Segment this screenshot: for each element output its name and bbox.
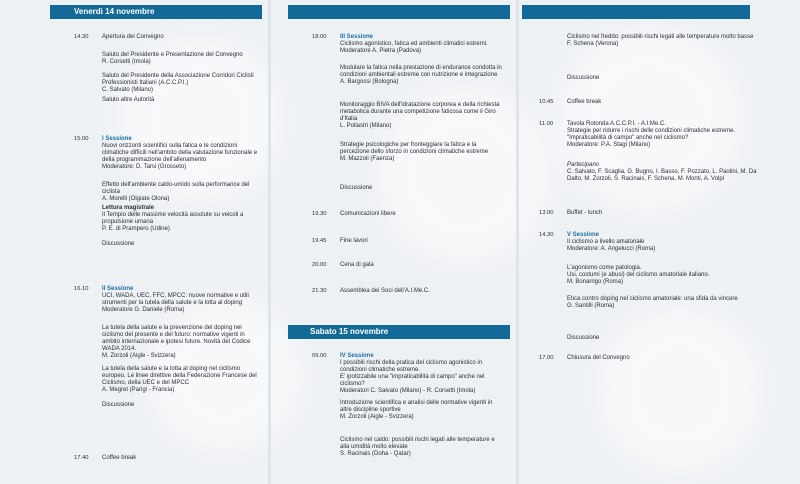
- entry-line: Tavola Rotonda A.C.C.P.I. - A.I.Me.C.: [567, 121, 666, 127]
- entry-time: 19.30: [312, 211, 327, 217]
- entry-line: Introduzione scientifica e analisi delle normative vigenti in altre discipline sportive: [340, 400, 493, 413]
- entry-content: [102, 366, 264, 394]
- entry-line: UCI, WADA, UEC, FFC, MPCC: nuove normative e utili strumenti per la tutela della salute e la lotta al doping: [102, 293, 249, 306]
- lecture-title: Lettura magistrale: [102, 205, 155, 211]
- entry-line: L'agonismo come patologia.: [567, 265, 642, 271]
- participants-label: Partecipano: [567, 162, 600, 168]
- entry-content: [567, 99, 767, 106]
- entry-content: [340, 142, 502, 163]
- entry-line: Usi, costumi (e abusi) del ciclismo amatoriale italiano.: [567, 272, 710, 278]
- entry-line: Chiusura del Convegno: [567, 355, 630, 361]
- entry-line: Coffee break: [567, 99, 602, 105]
- entry-line: Nuovi orizzonti scientifici sulla fatica e le condizioni climatiche difficili nell'ambito della valutazione funzionale e della programmazione dell'allenamento: [102, 143, 258, 163]
- entry-time: 16.10: [74, 286, 89, 292]
- entry-content: [340, 353, 502, 395]
- entry-time: 18.00: [312, 34, 327, 40]
- day1-header: [50, 5, 262, 19]
- entry-line: La tutela della salute e la lotta al doping nel ciclismo europeo. Le linee direttive della Federazione Francese del Ciclismo, della UEC e del MPCC: [102, 366, 257, 386]
- entry-line: S. Racinais (Doha - Qatar): [340, 451, 411, 457]
- entry-content: [102, 286, 264, 314]
- entry-content: [567, 210, 767, 217]
- entry-line: Apertura del Convegno: [102, 34, 164, 40]
- entry-content: [340, 437, 502, 458]
- entry-content: [567, 265, 767, 286]
- entry-line: R. Corsetti (Imola): [102, 59, 151, 65]
- entry-content: [567, 355, 767, 362]
- entry-content: [340, 185, 502, 192]
- background-highlight: [560, 30, 740, 210]
- entry-content: [567, 121, 767, 149]
- entry-line: Moderatore A. Pietra (Padova): [340, 48, 422, 54]
- entry-line: Effetto dell'ambiente caldo-umido sulla performance del ciclista: [102, 182, 250, 195]
- entry-content: [340, 238, 502, 245]
- entry-time: 11.00: [539, 121, 554, 127]
- entry-line: Saluto del Presidente e Presentazione del Convegno: [102, 52, 243, 58]
- entry-line: L. Pollastri (Milano): [340, 123, 392, 129]
- entry-line: Ciclismo agonistico, fatica ed ambienti climatici estremi.: [340, 41, 488, 47]
- entry-line: M. Bonarrigo (Roma): [567, 279, 624, 285]
- day2-header-continuation: [522, 5, 750, 19]
- entry-line: Ciclismo nel freddo: possibili rischi legati alle temperature molto basse: [567, 34, 754, 40]
- day1-title: Venerdì 14 novembre: [74, 7, 155, 16]
- session-title: IV Sessione: [340, 353, 374, 359]
- entry-line: Etica contro doping nel ciclismo amatoriale: una sfida da vincere: [567, 296, 738, 302]
- entry-line: Il Tempio delle massime velocità assolute su veicoli a propulsione umana: [102, 212, 244, 225]
- entry-line: Discussione: [102, 402, 135, 408]
- entry-line: Discussione: [567, 335, 600, 341]
- entry-content: [102, 136, 264, 171]
- entry-content: [567, 296, 767, 310]
- entry-line: C. Salvato, F. Scaglia, G. Bugno, I. Basso, F. Pozzato, L. Paolini, M. Da Dalto, M. Zorzoli, S. Racinais, F. Schena, M. Monti, A. Volpi: [567, 169, 757, 182]
- entry-time: 15.00: [74, 136, 89, 142]
- entry-line: Moderatore: P.A. Stagi (Milano): [567, 142, 651, 148]
- entry-line: F. Schena (Verona): [567, 41, 619, 47]
- entry-content: [567, 75, 767, 82]
- entry-line: Comunicazioni libere: [340, 211, 396, 217]
- entry-content: [340, 288, 502, 295]
- entry-line: A. Morelli (Olgiate Olona): [102, 196, 170, 202]
- entry-content: [102, 455, 264, 462]
- session-title: I Sessione: [102, 136, 132, 142]
- entry-line: Monitoraggio BIVA dell'idratazione corporea e della richiesta metabolica durante una competizione faticosa come il Giro d'Italia: [340, 102, 500, 122]
- entry-line: M. Zorzoli (Aigle - Svizzera): [340, 414, 414, 420]
- entry-line: G. Santilli (Roma): [567, 303, 615, 309]
- entry-time: 19.45: [312, 238, 327, 244]
- entry-line: A. Bargossi (Bologna): [340, 79, 399, 85]
- entry-time: 17.00: [539, 355, 554, 361]
- entry-time: 14.30: [74, 34, 89, 40]
- session-title: III Sessione: [340, 34, 374, 40]
- entry-content: [567, 34, 767, 48]
- entry-line: I possibili rischi della pratica del ciclismo agonistico in condizioni climatiche estreme.: [340, 360, 483, 373]
- entry-content: [102, 205, 264, 233]
- entry-line: Moderatore G. Daniele (Roma): [102, 307, 185, 313]
- entry-content: [340, 65, 502, 86]
- entry-content: [567, 232, 767, 253]
- entry-content: [102, 97, 264, 104]
- entry-time: 10.45: [539, 99, 554, 105]
- entry-line: Ciclismo nel caldo: possibili rischi legati alle temperature e alla umidità molto elevate: [340, 437, 495, 450]
- day1-header-continuation: [288, 5, 510, 19]
- entry-content: [102, 402, 264, 409]
- session-title: II Sessione: [102, 286, 134, 292]
- entry-line: Coffee break: [102, 455, 137, 461]
- day2-header: [288, 325, 510, 339]
- entry-line: P. E. di Prampero (Udine): [102, 226, 170, 232]
- entry-time: 14.30: [539, 232, 554, 238]
- entry-content: [102, 241, 264, 248]
- entry-line: Discussione: [340, 185, 373, 191]
- entry-line: Saluto altre Autorità: [102, 97, 155, 103]
- entry-line: Discussione: [567, 75, 600, 81]
- entry-content: [340, 400, 502, 421]
- entry-content: [567, 162, 767, 183]
- entry-time: 17.40: [74, 455, 89, 461]
- background-highlight: [600, 310, 760, 470]
- entry-content: [340, 102, 502, 130]
- entry-time: 21.30: [312, 288, 327, 294]
- entry-line: Assemblea dei Soci dell'A.I.Me.C.: [340, 288, 430, 294]
- session-title: V Sessione: [567, 232, 600, 238]
- entry-content: [102, 325, 264, 360]
- entry-time: 20.00: [312, 262, 327, 268]
- entry-line: A. Megret (Parigi - Francia): [102, 387, 175, 393]
- entry-line: M. Mazzoli (Faenza): [340, 156, 395, 162]
- day2-title: Sabato 15 novembre: [310, 327, 389, 336]
- entry-line: Moderatori C. Salvato (Milano) - R. Corsetti (Imola): [340, 388, 476, 394]
- entry-line: Moderatore: A. Angelucci (Roma): [567, 246, 656, 252]
- entry-line: Il ciclismo a livello amatoriale: [567, 239, 645, 245]
- entry-time: 13.00: [539, 210, 554, 216]
- entry-line: Buffet - lunch: [567, 210, 603, 216]
- entry-line: M. Zorzoli (Aigle - Svizzera): [102, 353, 176, 359]
- entry-content: [340, 262, 502, 269]
- entry-content: [340, 211, 502, 218]
- entry-content: [102, 182, 264, 203]
- entry-content: [102, 34, 264, 41]
- entry-content: [102, 73, 264, 94]
- entry-line: Saluto del Presidente della Associazione Corridori Ciclisti Professionisti Italiani (A.C.C.P.I.): [102, 73, 254, 86]
- entry-content: [102, 52, 264, 66]
- entry-line: Strategie psicologiche per fronteggiare la fatica e la percezione dello sforzo in condizioni climatiche estreme: [340, 142, 489, 155]
- entry-line: Moderatore: D. Tarsi (Grosseto): [102, 164, 187, 170]
- entry-line: La tutela della salute e la prevenzione del doping nei ciclismo del presente e del futuro: normative vigenti in ambito internazionale e ipotesi future. Novità del Codice WADA 2014.: [102, 325, 251, 352]
- entry-line: Strategie per ridurre i rischi delle condizioni climatiche estreme. "Impraticabilità di campo" anche nel ciclismo?: [567, 128, 736, 141]
- entry-line: Cena di gala: [340, 262, 374, 268]
- entry-line: Modulare la fatica nella prestazione di endurance condotta in condizioni ambientali estreme con nutrizione e integrazione: [340, 65, 502, 78]
- entry-content: [567, 335, 767, 342]
- entry-line: C. Salvato (Milano): [102, 87, 154, 93]
- entry-line: Discussione: [102, 241, 135, 247]
- entry-line: E' ipotizzabile una "impraticabilità di campo" anche nel ciclismo?: [340, 374, 485, 387]
- entry-content: [340, 34, 502, 55]
- entry-line: Fine lavori: [340, 238, 368, 244]
- page-fold: [516, 0, 519, 484]
- page-fold: [268, 0, 271, 484]
- entry-time: 09.00: [312, 353, 327, 359]
